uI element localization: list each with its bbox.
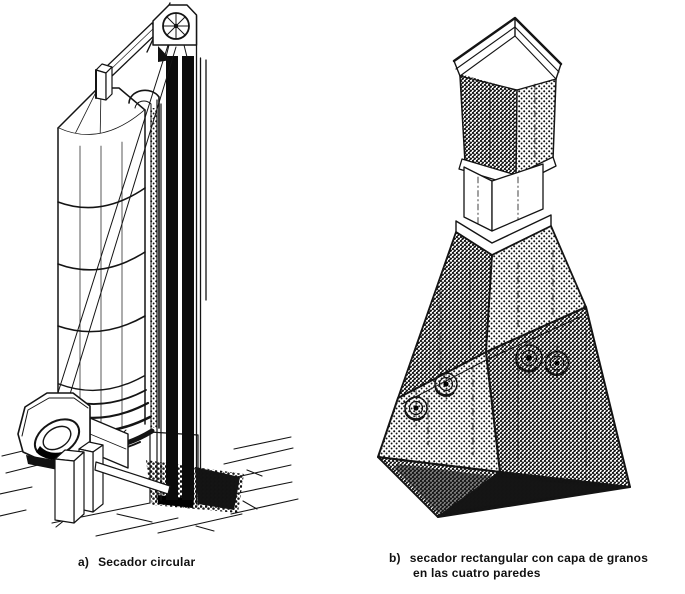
figure-b-caption-line1 <box>389 551 648 566</box>
feed-hopper <box>454 18 561 186</box>
figure-b-caption <box>389 551 648 581</box>
bucket-elevator-tower <box>157 16 206 504</box>
loading-arm-spout <box>96 23 158 100</box>
elevator-head-housing <box>147 3 197 62</box>
figure-a-label: a) <box>78 555 90 569</box>
rectangular-dryer-illustration <box>378 18 630 517</box>
figure-b-caption-text1: secador rectangular con capa de granos <box>409 551 649 565</box>
figure-a-caption <box>78 555 195 570</box>
pulley-wheel <box>163 13 189 39</box>
figure-a-caption-text: Secador circular <box>98 555 196 569</box>
figure-b-caption-line2: en las cuatro paredes <box>413 566 541 580</box>
figure-b-label: b) <box>389 551 401 565</box>
circular-dryer-illustration <box>0 3 298 536</box>
